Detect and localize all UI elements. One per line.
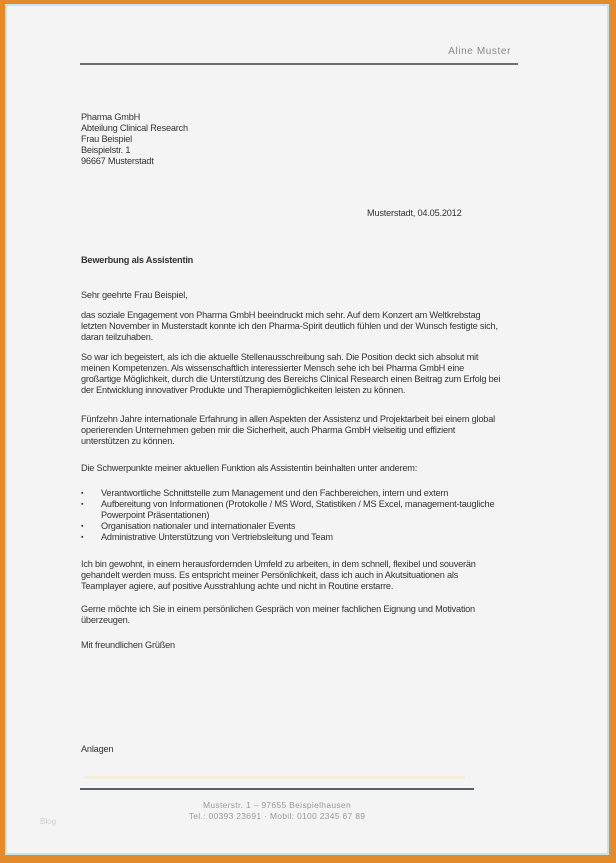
letter-page: [5, 4, 609, 855]
recipient-line: Pharma GmbH: [81, 112, 141, 122]
subject-line: Bewerbung als Assistentin: [81, 255, 194, 265]
list-item: ▪ Aufbereitung von Informationen (Protokolle / MS Word, Statistiken / MS Excel, management-taugliche Powerpoint Präsentationen): [81, 499, 501, 521]
list-item: ▪ Organisation nationaler und internationaler Events: [81, 521, 501, 532]
paragraph: Gerne möchte ich Sie in einem persönlichen Gespräch von meiner fachlichen Eignung und Motivation überzeugen.: [81, 604, 475, 625]
attachments-label: Anlagen: [81, 744, 114, 754]
recipient-line: Frau Beispiel: [81, 134, 133, 144]
footer-divider: [80, 788, 474, 790]
paragraph: Die Schwerpunkte meiner aktuellen Funktion als Assistentin beinhalten unter anderem:: [81, 463, 418, 473]
closing: Mit freundlichen Grüßen: [81, 640, 175, 650]
recipient-line: Abteilung Clinical Research: [81, 123, 188, 133]
decorative-line: [85, 776, 465, 779]
paragraph: Ich bin gewohnt, in einem herausfordernden Umfeld zu arbeiten, in dem schnell, flexibel und souverän gehandelt werden muss. Es entspricht meiner Persönlichkeit, dass ich auch in Akutsituationen als Teamplayer agiere, auf positive Ausstrahlung achte und nicht in Routine erstarre.: [81, 559, 476, 591]
recipient-line: Beispielstr. 1: [81, 145, 131, 155]
paragraph: das soziale Engagement von Pharma GmbH beeindruckt mich sehr. Auf dem Konzert am Weltkrebstag letzten November in Musterstadt konnte ich den Pharma-Spirit deutlich fühlen und der Wunsch festigte sich, daran teilzuhaben.: [81, 310, 498, 342]
list-item: ▪ Verantwortliche Schnittstelle zum Management und den Fachbereichen, intern und extern: [81, 488, 501, 499]
footer-address: Musterstr. 1 – 97655 Beispielhausen: [202, 800, 351, 810]
header-divider: [80, 63, 518, 65]
paragraph: So war ich begeistert, als ich die aktuelle Stellenausschreibung sah. Die Position deckt sich absolut mit meinen Kompetenzen. Als wissenschaftlich interessierter Mensch sehe ich bei Pharma GmbH eine großartige Möglichkeit, durch die Unterstützung des Bereichs Clinical Research einen Beitrag zum Erfolg bei der Entwicklung innovativer Produkte und Therapiemöglichkeiten leisten zu können.: [81, 352, 501, 395]
recipient-address: [81, 112, 188, 167]
footer-phone: Tel.: 00393 23691 · Mobil: 0100 2345 67 89: [188, 811, 366, 821]
letter-date: Musterstadt, 04.05.2012: [367, 208, 462, 218]
footer: [80, 800, 474, 822]
watermark: Blog: [40, 817, 57, 826]
salutation: Sehr geehrte Frau Beispiel,: [81, 290, 188, 300]
recipient-line: 96667 Musterstadt: [81, 156, 154, 166]
responsibilities-list: [81, 488, 501, 543]
paragraph: Fünfzehn Jahre internationale Erfahrung in allen Aspekten der Assistenz und Projektarbeit bei einem global operierenden Unternehmen geben mir die Sicherheit, auch Pharma GmbH vielseitig und effizient unterstützen zu können.: [81, 414, 495, 446]
sender-name: Aline Muster: [448, 46, 511, 57]
list-item: ▪ Administrative Unterstützung von Vertriebsleitung und Team: [81, 532, 501, 543]
